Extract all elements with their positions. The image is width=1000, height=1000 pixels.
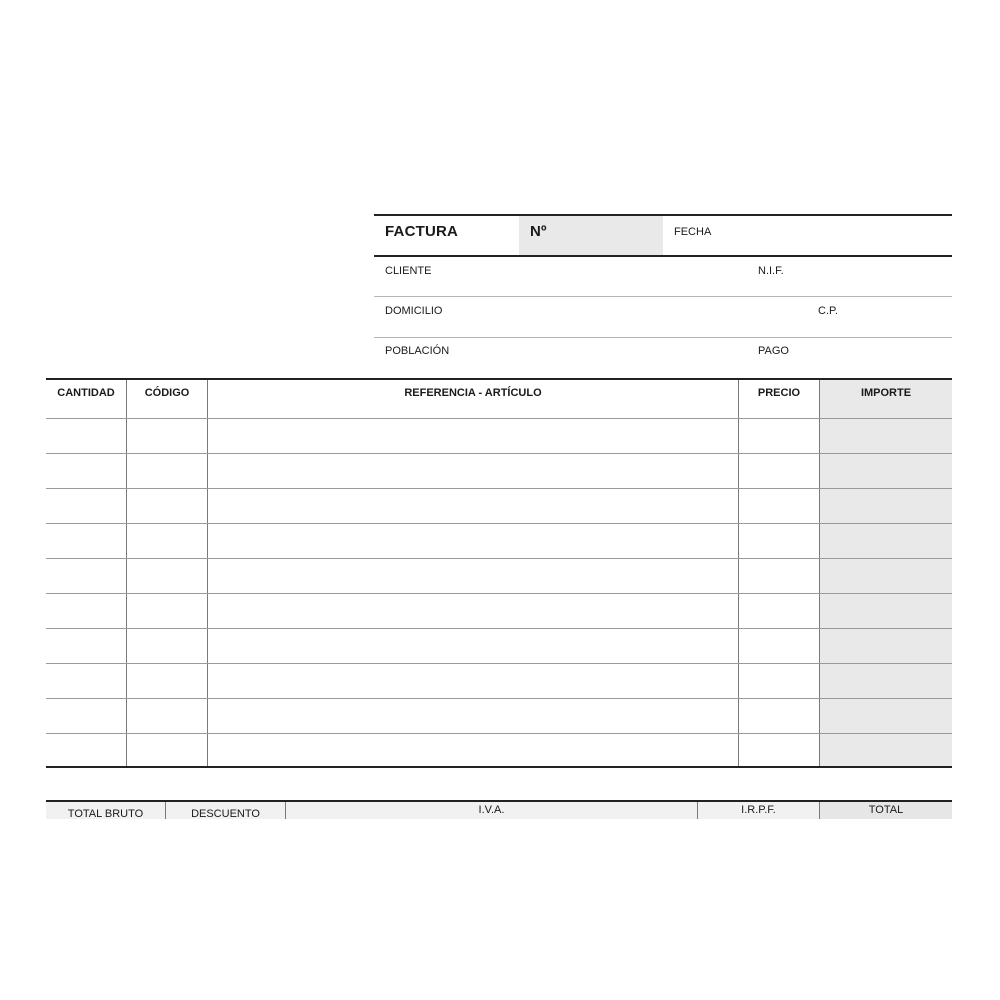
col-header-codigo: CÓDIGO (144, 387, 190, 399)
irpf-label: I.R.P.F. (741, 804, 776, 816)
iva-label: I.V.A. (478, 804, 505, 816)
invoice-number-label: Nº (530, 223, 547, 240)
col-header-referencia: REFERENCIA - ARTÍCULO (404, 387, 542, 399)
col-header-cantidad: CANTIDAD (57, 387, 115, 399)
importe-column-shade (820, 380, 952, 767)
postal-code-field[interactable] (842, 298, 952, 336)
col-divider (207, 380, 208, 767)
table-row-rule (46, 453, 952, 454)
table-row-rule (46, 488, 952, 489)
invoice-title: FACTURA (385, 223, 459, 240)
client-field[interactable] (440, 258, 750, 296)
payment-label: PAGO (758, 345, 789, 357)
address-label: DOMICILIO (385, 305, 443, 317)
table-row-rule (46, 558, 952, 559)
table-row-rule (46, 663, 952, 664)
date-label: FECHA (674, 226, 712, 238)
total-label: TOTAL (868, 804, 904, 816)
table-row-rule (46, 593, 952, 594)
col-divider (819, 380, 820, 767)
table-top-rule (46, 378, 952, 380)
date-field[interactable] (720, 216, 952, 256)
descuento-label: DESCUENTO (191, 808, 260, 820)
col-divider (126, 380, 127, 767)
payment-field[interactable] (792, 339, 952, 377)
town-label: POBLACIÓN (385, 345, 450, 357)
total-bruto-label: TOTAL BRUTO (67, 808, 144, 820)
table-row-rule (46, 418, 952, 419)
nif-field[interactable] (790, 258, 952, 296)
totals-top-rule (46, 800, 952, 802)
col-header-precio: PRECIO (757, 387, 801, 399)
table-row-rule (46, 698, 952, 699)
col-divider (738, 380, 739, 767)
address-row-rule (374, 337, 952, 338)
table-row-rule (46, 523, 952, 524)
table-row-rule (46, 628, 952, 629)
postal-code-label: C.P. (818, 305, 838, 317)
address-field[interactable] (450, 298, 810, 336)
client-row-rule (374, 296, 952, 297)
table-row-rule (46, 733, 952, 734)
nif-label: N.I.F. (758, 265, 784, 277)
header-bottom-rule (374, 255, 952, 257)
table-bottom-rule (46, 766, 952, 768)
town-field[interactable] (452, 339, 750, 377)
col-header-importe: IMPORTE (860, 387, 912, 399)
client-label: CLIENTE (385, 265, 432, 277)
